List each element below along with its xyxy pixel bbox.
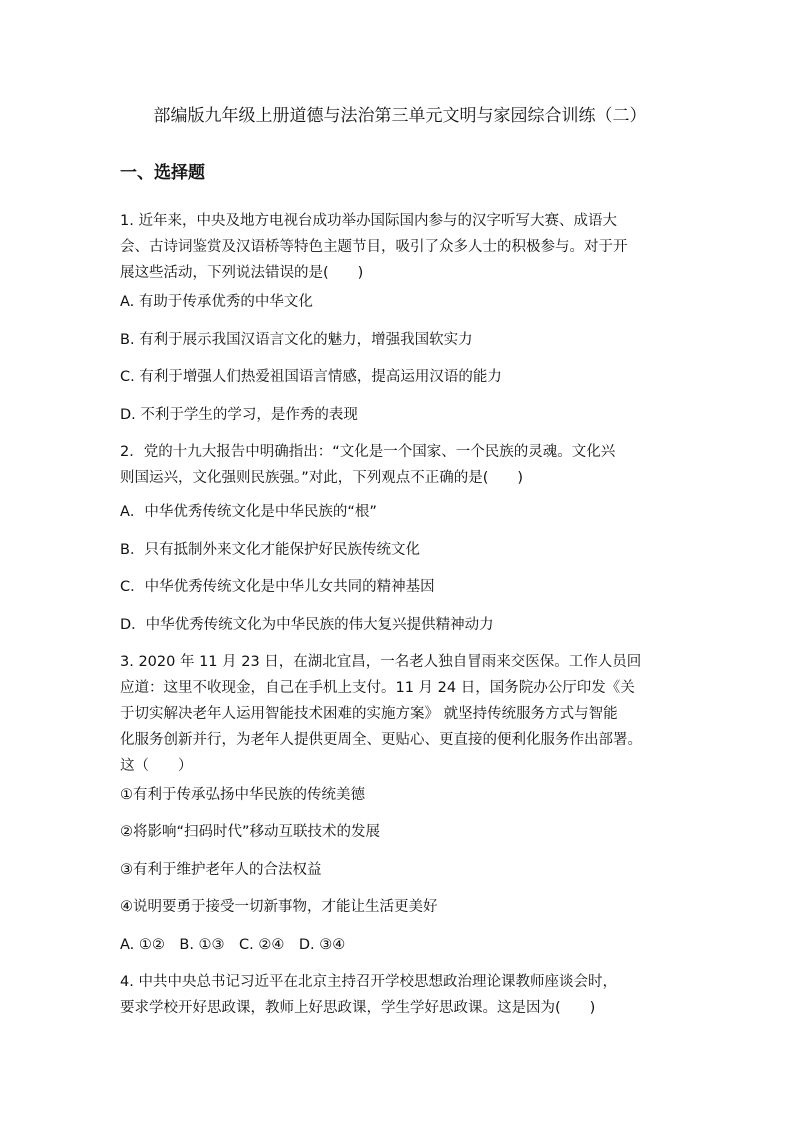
question-2-stem: [120, 439, 680, 491]
question-1-option-a: A. 有助于传承优秀的中华文化: [120, 294, 313, 310]
question-3-stem-line-4: 化服务创新并行，为老年人提供更周全、更贴心、更直接的便利化服务作出部署。: [120, 732, 642, 748]
question-3-statement-4: ④说明要勇于接受一切新事物，才能让生活更美好: [120, 899, 438, 915]
question-2-option-c: C．中华优秀传统文化是中华儿女共同的精神基因: [120, 579, 435, 595]
question-2-stem-line-1: 2．党的十九大报告中明确指出：“文化是一个国家、一个民族的灵魂。文化兴: [120, 444, 616, 460]
question-3-stem: [120, 649, 680, 779]
question-1-stem-line-2: 会、古诗词鉴赏及汉语桥等特色主题节目，吸引了众多人士的积极参与。对于开: [120, 239, 628, 255]
question-1-option-c: C. 有利于增强人们热爱祖国语言情感，提高运用汉语的能力: [120, 369, 502, 385]
question-4-stem-line-1: 4. 中共中央总书记习近平在北京主持召开学校思想政治理论课教师座谈会时，: [120, 974, 617, 990]
question-1-stem-line-1: 1. 近年来，中央及地方电视台成功举办国际国内参与的汉字听写大赛、成语大: [120, 213, 617, 229]
question-4-stem-line-2: 要求学校开好思政课，教师上好思政课，学生学好思政课。这是因为( ): [120, 1000, 596, 1016]
section-heading: 一、选择题: [120, 163, 205, 183]
question-3-stem-line-1: 3. 2020 年 11 月 23 日，在湖北宜昌，一名老人独自冒雨来交医保。工作人员回: [120, 654, 642, 670]
question-1-option-d: D. 不利于学生的学习，是作秀的表现: [120, 407, 358, 423]
document-title: 部编版九年级上册道德与法治第三单元文明与家园综合训练（二）: [153, 106, 647, 126]
question-3-stem-line-5: 这（ ）: [120, 758, 193, 774]
question-2-option-b: B．只有抵制外来文化才能保护好民族传统文化: [120, 542, 420, 558]
question-1-stem: [120, 208, 680, 286]
question-2-stem-line-2: 则国运兴，文化强则民族强。”对此，下列观点不正确的是( ): [120, 470, 524, 486]
question-3-statement-2: ②将影响“扫码时代”移动互联技术的发展: [120, 824, 381, 840]
question-1-stem-line-3: 展这些活动，下列说法错误的是( ): [120, 265, 364, 281]
question-3-statement-1: ①有利于传承弘扬中华民族的传统美德: [120, 787, 365, 803]
question-3-statement-3: ③有利于维护老年人的合法权益: [120, 862, 322, 878]
question-3-stem-line-3: 于切实解决老年人运用智能技术困难的实施方案》 就坚持传统服务方式与智能: [120, 706, 618, 722]
question-3-stem-line-2: 应道：这里不收现金，自己在手机上支付。11 月 24 日，国务院办公厅印发《关: [120, 680, 635, 696]
question-2-option-d: D．中华优秀传统文化为中华民族的伟大复兴提供精神动力: [120, 617, 494, 633]
question-2-option-a: A．中华优秀传统文化是中华民族的“根”: [120, 504, 377, 520]
question-3-answer-choices: A. ①② B. ①③ C. ②④ D. ③④: [120, 937, 346, 953]
question-1-option-b: B. 有利于展示我国汉语言文化的魅力，增强我国软实力: [120, 332, 473, 348]
question-4-stem: [120, 969, 680, 1021]
